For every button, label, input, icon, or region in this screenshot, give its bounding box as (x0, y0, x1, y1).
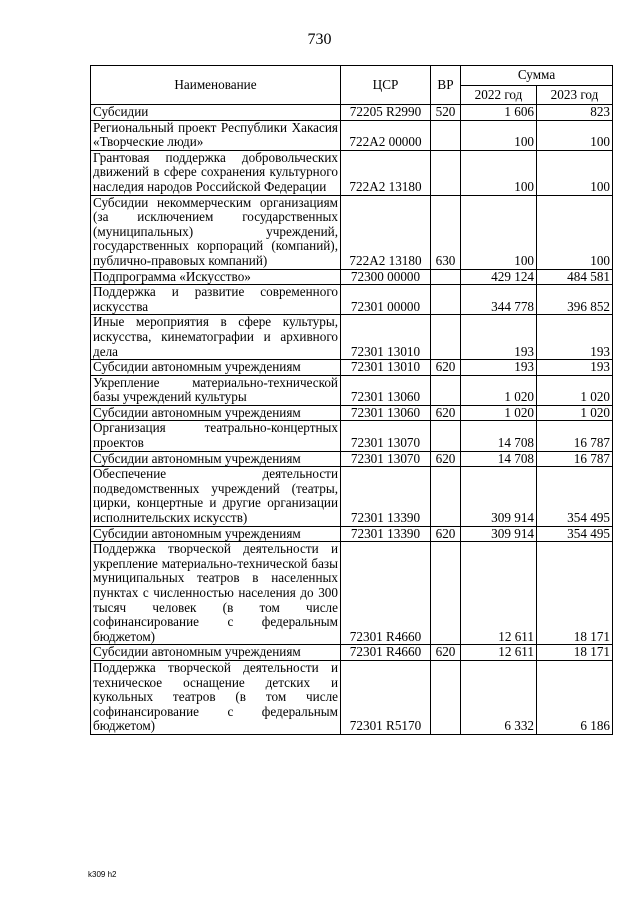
row-vr: 620 (431, 360, 461, 376)
row-name: Поддержка и развитие современного искусства (91, 285, 341, 315)
table-row (91, 360, 613, 376)
row-vr: 620 (431, 451, 461, 467)
row-name: Иные мероприятия в сфере культуры, искусства, кинематографии и архивного дела (91, 315, 341, 360)
row-vr (431, 315, 461, 360)
row-sum-2022: 100 (461, 120, 537, 150)
row-name: Субсидии автономным учреждениям (91, 645, 341, 661)
row-csr: 72301 13070 (341, 421, 431, 451)
header-sum: Сумма (461, 66, 613, 86)
row-vr (431, 120, 461, 150)
row-name: Поддержка творческой деятельности и укрепление материально-технической базы муниципальных театров в населенных пунктах с численностью населения до 300 тысяч человек (в том числе софинансирование с федеральным бюджетом) (91, 542, 341, 645)
row-sum-2023: 396 852 (537, 285, 613, 315)
table-row (91, 451, 613, 467)
row-name: Грантовая поддержка добровольческих движений в сфере сохранения культурного наследия народов Российской Федерации (91, 150, 341, 195)
table-row (91, 421, 613, 451)
row-name: Субсидии автономным учреждениям (91, 526, 341, 542)
row-sum-2023: 354 495 (537, 467, 613, 526)
row-vr (431, 150, 461, 195)
table-row (91, 405, 613, 421)
row-sum-2022: 14 708 (461, 451, 537, 467)
row-name: Региональный проект Республики Хакасия «Творческие люди» (91, 120, 341, 150)
row-csr: 72301 R4660 (341, 542, 431, 645)
table-row (91, 315, 613, 360)
row-name: Субсидии автономным учреждениям (91, 405, 341, 421)
row-csr: 72300 00000 (341, 269, 431, 285)
row-vr (431, 467, 461, 526)
row-sum-2023: 100 (537, 150, 613, 195)
row-sum-2022: 429 124 (461, 269, 537, 285)
row-csr: 72301 R5170 (341, 660, 431, 734)
row-sum-2023: 100 (537, 120, 613, 150)
row-vr: 520 (431, 105, 461, 121)
table-row (91, 375, 613, 405)
page-number: 730 (307, 31, 332, 48)
row-sum-2022: 309 914 (461, 467, 537, 526)
table-row (91, 150, 613, 195)
row-name: Субсидии некоммерческим организациям (за исключением государственных (муниципальных) учреждений, государственных корпораций (компаний), публично-правовых компаний) (91, 195, 341, 269)
row-csr: 72301 13060 (341, 375, 431, 405)
row-csr: 722A2 13180 (341, 195, 431, 269)
row-name: Подпрограмма «Искусство» (91, 269, 341, 285)
header-vr: ВР (431, 66, 461, 105)
row-sum-2022: 309 914 (461, 526, 537, 542)
row-csr: 72301 13060 (341, 405, 431, 421)
row-csr: 72301 13010 (341, 360, 431, 376)
row-sum-2022: 100 (461, 195, 537, 269)
row-sum-2023: 193 (537, 315, 613, 360)
row-csr: 72301 13070 (341, 451, 431, 467)
row-vr: 620 (431, 526, 461, 542)
row-sum-2023: 18 171 (537, 645, 613, 661)
header-year-2023: 2023 год (537, 86, 613, 105)
row-sum-2022: 193 (461, 315, 537, 360)
table-row (91, 542, 613, 645)
row-name: Субсидии автономным учреждениям (91, 360, 341, 376)
row-vr: 620 (431, 645, 461, 661)
row-sum-2023: 16 787 (537, 421, 613, 451)
row-sum-2023: 1 020 (537, 375, 613, 405)
table-row (91, 660, 613, 734)
row-sum-2022: 1 020 (461, 405, 537, 421)
header-csr: ЦСР (341, 66, 431, 105)
row-sum-2022: 14 708 (461, 421, 537, 451)
row-sum-2022: 1 606 (461, 105, 537, 121)
row-name: Укрепление материально-технической базы учреждений культуры (91, 375, 341, 405)
row-sum-2023: 193 (537, 360, 613, 376)
row-vr (431, 542, 461, 645)
table-row (91, 645, 613, 661)
row-sum-2022: 1 020 (461, 375, 537, 405)
row-sum-2023: 823 (537, 105, 613, 121)
row-vr: 620 (431, 405, 461, 421)
table-body (91, 105, 613, 735)
row-csr: 72301 00000 (341, 285, 431, 315)
header-year-2022: 2022 год (461, 86, 537, 105)
table-row (91, 269, 613, 285)
row-vr (431, 375, 461, 405)
row-vr (431, 421, 461, 451)
row-csr: 72301 13390 (341, 526, 431, 542)
table-row (91, 526, 613, 542)
row-sum-2023: 6 186 (537, 660, 613, 734)
row-csr: 72301 R4660 (341, 645, 431, 661)
row-sum-2022: 193 (461, 360, 537, 376)
row-sum-2022: 6 332 (461, 660, 537, 734)
row-vr (431, 285, 461, 315)
row-csr: 722A2 00000 (341, 120, 431, 150)
table-row (91, 105, 613, 121)
row-name: Субсидии (91, 105, 341, 121)
row-sum-2022: 12 611 (461, 645, 537, 661)
table-row (91, 195, 613, 269)
table-row (91, 285, 613, 315)
footer-code: k309 h2 (88, 870, 117, 879)
row-sum-2023: 354 495 (537, 526, 613, 542)
row-sum-2023: 1 020 (537, 405, 613, 421)
row-name: Обеспечение деятельности подведомственных учреждений (театры, цирки, концертные и другие организации исполнительских искусств) (91, 467, 341, 526)
row-sum-2023: 18 171 (537, 542, 613, 645)
row-name: Поддержка творческой деятельности и техническое оснащение детских и кукольных театров (в том числе софинансирование с федеральным бюджетом) (91, 660, 341, 734)
row-sum-2023: 484 581 (537, 269, 613, 285)
row-sum-2022: 100 (461, 150, 537, 195)
row-vr (431, 269, 461, 285)
row-csr: 722A2 13180 (341, 150, 431, 195)
budget-table (90, 65, 613, 735)
row-name: Субсидии автономным учреждениям (91, 451, 341, 467)
row-sum-2023: 100 (537, 195, 613, 269)
header-name: Наименование (91, 66, 341, 105)
table-row (91, 467, 613, 526)
table-row (91, 120, 613, 150)
row-csr: 72205 R2990 (341, 105, 431, 121)
row-sum-2022: 12 611 (461, 542, 537, 645)
row-sum-2023: 16 787 (537, 451, 613, 467)
row-sum-2022: 344 778 (461, 285, 537, 315)
row-vr: 630 (431, 195, 461, 269)
row-csr: 72301 13390 (341, 467, 431, 526)
row-vr (431, 660, 461, 734)
row-csr: 72301 13010 (341, 315, 431, 360)
row-name: Организация театрально-концертных проектов (91, 421, 341, 451)
